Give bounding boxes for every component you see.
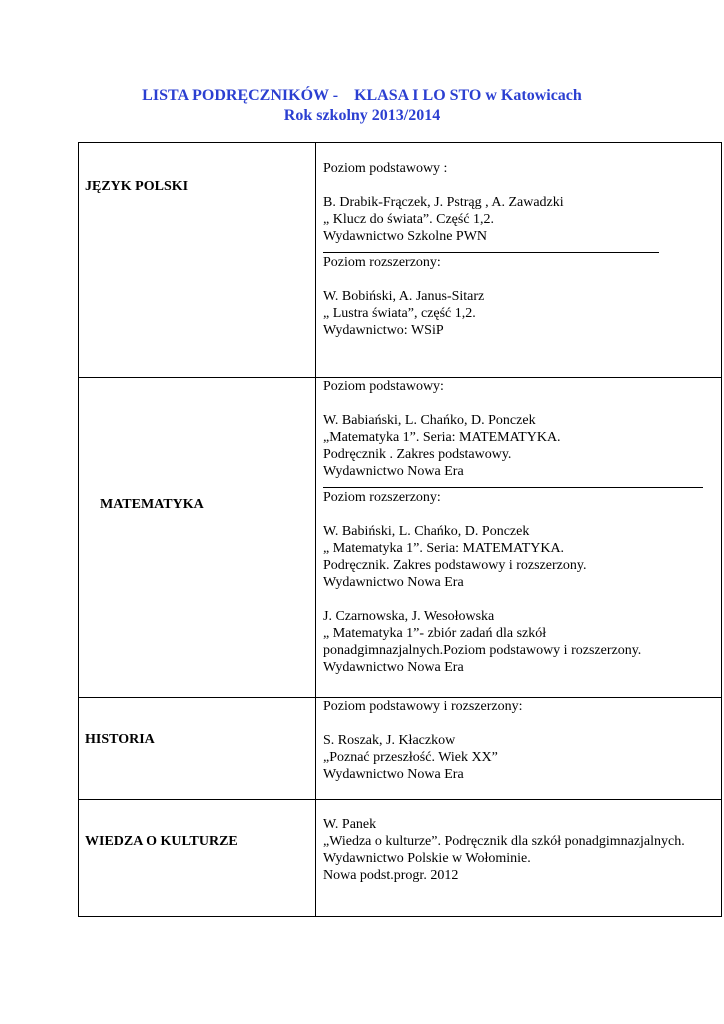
book-line: Nowa podst.progr. 2012 [323, 868, 459, 883]
level-label: Poziom rozszerzony: [323, 255, 441, 270]
book-line: W. Babiański, L. Chańko, D. Ponczek [323, 413, 536, 428]
book-line: S. Roszak, J. Kłaczkow [323, 733, 456, 748]
book-line: „Wiedza o kulturze”. Podręcznik dla szkół ponadgimnazjalnych. [323, 834, 685, 849]
book-line: Wydawnictwo: WSiP [323, 323, 444, 338]
book-line: „Poznać przeszłość. Wiek XX” [323, 750, 498, 765]
title-part-2: KLASA I LO STO w Katowicach [354, 87, 582, 104]
document-subtitle: Rok szkolny 2013/2014 [283, 107, 441, 124]
book-line: „ Matematyka 1”. Seria: MATEMATYKA. [323, 541, 565, 556]
book-line: Podręcznik . Zakres podstawowy. [323, 447, 512, 462]
book-line: „ Matematyka 1”- zbiór zadań dla szkół [323, 626, 547, 641]
table-row-jezyk-polski [78, 142, 722, 378]
section-divider [323, 487, 703, 488]
table-row-matematyka [78, 378, 722, 698]
table-row-historia [78, 698, 722, 800]
book-line: Wydawnictwo Nowa Era [323, 575, 464, 590]
books-cell [323, 698, 717, 783]
subject-cell [79, 800, 316, 916]
subject-label: WIEDZA O KULTURZE [85, 834, 238, 849]
book-line: „ Lustra świata”, część 1,2. [323, 306, 476, 321]
level-label: Poziom rozszerzony: [323, 490, 441, 505]
subject-cell [79, 378, 316, 697]
subject-cell [79, 698, 316, 799]
subject-label: HISTORIA [85, 732, 155, 747]
title-part-1: LISTA PODRĘCZNIKÓW - [142, 87, 339, 104]
book-line: Wydawnictwo Nowa Era [323, 464, 464, 479]
book-line: B. Drabik-Frączek, J. Pstrąg , A. Zawadzki [323, 195, 564, 210]
book-line: Wydawnictwo Nowa Era [323, 660, 464, 675]
level-label: Poziom podstawowy: [323, 379, 444, 394]
section-divider [323, 252, 659, 253]
books-cell [323, 160, 717, 339]
book-line: W. Bobiński, A. Janus-Sitarz [323, 289, 485, 304]
book-line: W. Panek [323, 817, 377, 832]
book-line: J. Czarnowska, J. Wesołowska [323, 609, 495, 624]
level-label: Poziom podstawowy i rozszerzony: [323, 699, 523, 714]
book-line: W. Babiński, L. Chańko, D. Ponczek [323, 524, 530, 539]
books-cell [323, 378, 717, 676]
subject-label: JĘZYK POLSKI [85, 179, 189, 194]
document-title [0, 86, 724, 106]
book-line: Podręcznik. Zakres podstawowy i rozszerzony. [323, 558, 587, 573]
book-line: Wydawnictwo Szkolne PWN [323, 229, 488, 244]
books-cell [323, 816, 717, 884]
subject-label: MATEMATYKA [100, 497, 204, 512]
subject-cell [79, 143, 316, 377]
book-line: „Matematyka 1”. Seria: MATEMATYKA. [323, 430, 561, 445]
table-row-wiedza-o-kulturze [78, 800, 722, 917]
book-line: Wydawnictwo Polskie w Wołominie. [323, 851, 531, 866]
level-label: Poziom podstawowy : [323, 161, 448, 176]
book-line: „ Klucz do świata”. Część 1,2. [323, 212, 495, 227]
book-line: ponadgimnazjalnych.Poziom podstawowy i rozszerzony. [323, 643, 642, 658]
book-line: Wydawnictwo Nowa Era [323, 767, 464, 782]
